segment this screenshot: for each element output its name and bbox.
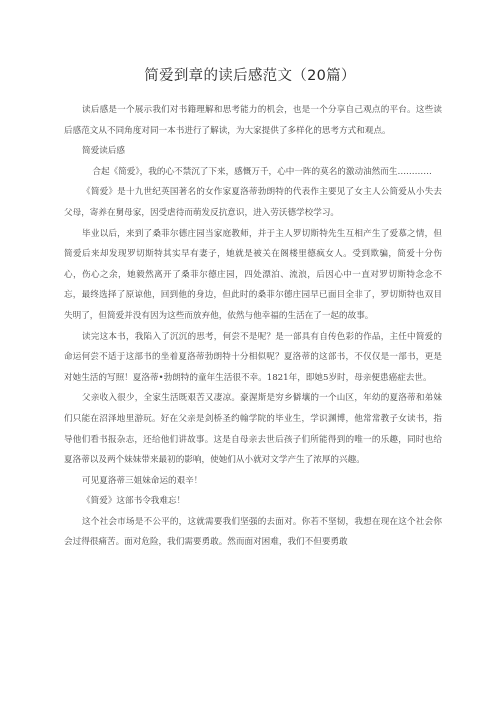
paragraph: 可见夏洛蒂三姐妹命运的艰辛！: [82, 475, 203, 486]
section-heading: 简爱读后感: [82, 146, 126, 157]
paragraph-intro: 读后感是一个展示我们对书籍理解和思考能力的机会，也是一个分享自己观点的平台。这些读后感范文从不同角度对同一本书进行了解读，为大家提供了多样化的思考方式和观点。: [64, 105, 442, 136]
paragraph: 《简爱》这部书令我难忘！: [82, 496, 186, 507]
paragraph: 读完这本书，我陷入了沉沉的思考，何尝不是呢？是一部具有自传色彩的作品，主任中简爱的命运何尝不适于这部书的坐着夏洛蒂勃朗特十分相似呢？夏洛蒂的这部书，不仅仅是一部书，更是对她生活的写照！夏洛蒂•勃朗特的童年生活很不幸。1821年，即她5岁时，母亲便患癌症去世。: [64, 331, 442, 383]
paragraph: 毕业以后，来到了桑菲尔德庄园当家庭教师，并于主人罗切斯特先生互相产生了爱慕之情，但简爱后来却发现罗切斯特其实早有妻子，她就是被关在阁楼里德疯女人。受到欺骗，简爱十分伤心，伤心之余，她毅然离开了桑菲尔德庄园，四处漂泊、流浪，后因心中一直对罗切斯特念念不忘，最终选择了原谅他，回到他的身边，但此时的桑菲尔德庄园早已面目全非了，罗切斯特也双目失明了，但简爱并没有因为这些而放弃他，依然与他幸福的生活在了一起的故事。: [64, 228, 442, 321]
document-body: [64, 100, 442, 553]
page-title: 简爱到章的读后感范文（20篇）: [144, 68, 356, 84]
paragraph: 这个社会市场是不公平的，这就需要我们坚强的去面对。你若不坚韧，我想在现在这个社会你会过得很痛苦。面对危险，我们需要勇敢。然而面对困难，我们不但要勇敢: [64, 516, 442, 548]
paragraph: 《简爱》是十九世纪英国著名的女作家夏洛蒂勃朗特的代表作主要见了女主人公简爱从小失去父母，寄养在舅母家，因受虐待而萌发反抗意识，进入劳沃德学校学习。: [64, 187, 442, 218]
paragraph: 合起《简爱》，我的心不禁沉了下来，感慨万千，心中一阵的莫名的激动油然而生…………: [92, 166, 432, 177]
paragraph: 父亲收入很少，全家生活既艰苦又凄凉。豪渥斯是穷乡僻壤的一个山区，年幼的夏洛蒂和弟妹们只能在沼泽地里游玩。好在父亲是剑桥圣约翰学院的毕业生，学识渊博，他常常教子女读书，指导他们看书报杂志，还给他们讲故事。这是自母亲去世后孩子们所能得到的唯一的乐趣，同时也给夏洛蒂以及两个妹妹带来最初的影响，使她们从小就对文学产生了浓厚的兴趣。: [64, 393, 442, 466]
